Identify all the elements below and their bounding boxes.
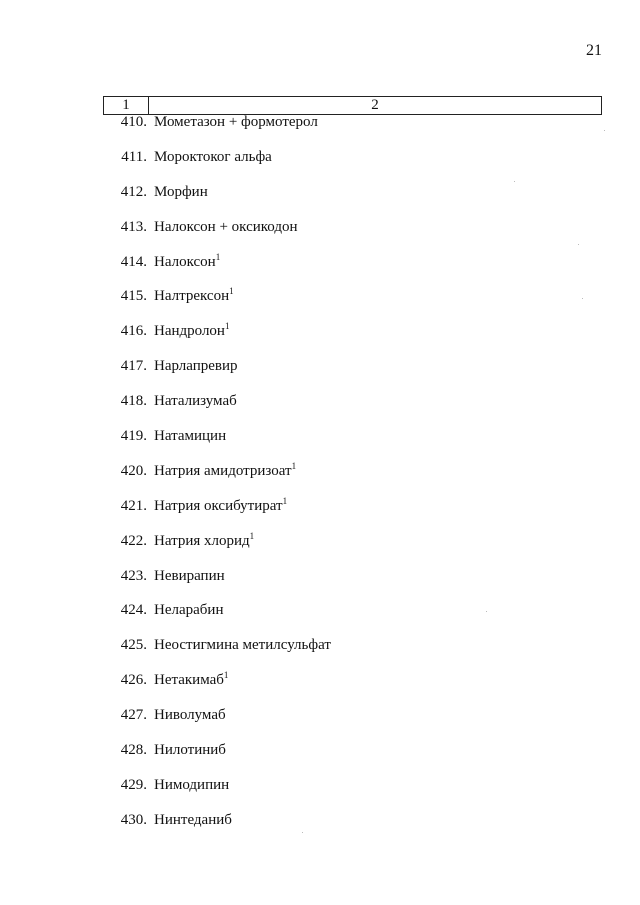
row-number: 426. bbox=[120, 672, 147, 689]
row-number: 424. bbox=[120, 602, 147, 619]
footnote-mark: 1 bbox=[291, 460, 297, 471]
page-number: 21 bbox=[586, 42, 602, 59]
row-number: 425. bbox=[120, 637, 147, 654]
drug-name-cell bbox=[154, 358, 238, 375]
drug-name-cell bbox=[154, 460, 297, 480]
row-number: 410. bbox=[120, 114, 147, 130]
table-row bbox=[0, 602, 640, 637]
table-row bbox=[0, 428, 640, 463]
table-row bbox=[0, 251, 640, 289]
drug-name-cell bbox=[154, 637, 331, 654]
table-row bbox=[0, 288, 640, 323]
table-row bbox=[0, 114, 640, 149]
column-header-name: 2 bbox=[371, 97, 379, 113]
drug-name-cell bbox=[154, 742, 226, 759]
table-row bbox=[0, 637, 640, 672]
row-number: 427. bbox=[120, 707, 147, 724]
row-number: 430. bbox=[120, 811, 147, 828]
table-row bbox=[0, 742, 640, 777]
table-row bbox=[0, 495, 640, 533]
row-number: 411. bbox=[121, 148, 147, 165]
footnote-mark: 1 bbox=[223, 670, 229, 681]
drug-name: Налоксон + оксикодон bbox=[154, 218, 298, 235]
footnote-mark: 1 bbox=[224, 321, 230, 332]
scan-speck bbox=[604, 130, 605, 131]
drug-name: Нинтеданиб bbox=[154, 811, 232, 828]
drug-name-cell bbox=[154, 288, 234, 305]
drug-name-cell bbox=[154, 219, 298, 236]
drug-name: Налоксон bbox=[154, 253, 216, 270]
drug-name: Нимодипин bbox=[154, 776, 230, 793]
scan-speck bbox=[514, 181, 515, 182]
drug-name: Налтрексон bbox=[154, 288, 230, 305]
drug-name-cell bbox=[154, 251, 221, 271]
table-row bbox=[0, 568, 640, 603]
scan-speck bbox=[486, 611, 487, 612]
table-row bbox=[0, 149, 640, 184]
scan-speck bbox=[578, 244, 579, 245]
drug-name-cell bbox=[154, 707, 226, 724]
drug-name: Морфин bbox=[154, 183, 208, 200]
drug-name-cell bbox=[154, 672, 228, 689]
table-body bbox=[0, 114, 640, 847]
row-number: 416. bbox=[120, 323, 147, 340]
drug-name-cell bbox=[154, 323, 229, 340]
drug-name: Нилотиниб bbox=[154, 742, 226, 759]
row-number: 418. bbox=[120, 393, 147, 410]
drug-name: Нетакимаб bbox=[154, 672, 224, 689]
table-row bbox=[0, 393, 640, 428]
drug-name-cell bbox=[154, 184, 208, 201]
table-row bbox=[0, 323, 640, 358]
row-number: 419. bbox=[120, 428, 147, 445]
drug-name-cell bbox=[154, 149, 272, 166]
drug-name: Неостигмина метилсульфат bbox=[154, 637, 331, 654]
drug-name: Натрия амидотризоат bbox=[154, 462, 292, 479]
column-header-number: 1 bbox=[104, 97, 149, 114]
footnote-mark: 1 bbox=[229, 286, 234, 297]
drug-name-cell bbox=[154, 568, 225, 585]
table-row bbox=[0, 358, 640, 393]
table-row bbox=[0, 812, 640, 847]
drug-name-cell bbox=[154, 530, 255, 550]
footnote-mark: 1 bbox=[215, 251, 221, 262]
row-number: 421. bbox=[120, 497, 147, 514]
drug-name: Натамицин bbox=[154, 428, 227, 445]
drug-name-cell bbox=[154, 428, 226, 445]
table-row bbox=[0, 707, 640, 742]
drug-name: Мороктоког альфа bbox=[154, 148, 272, 165]
drug-name-cell bbox=[154, 812, 232, 829]
drug-name: Неларабин bbox=[154, 602, 224, 619]
drug-name: Нандролон bbox=[154, 323, 225, 340]
table-row bbox=[0, 184, 640, 219]
drug-name: Ниволумаб bbox=[154, 707, 226, 724]
drug-name: Натрия оксибутират bbox=[154, 497, 283, 514]
row-number: 428. bbox=[120, 742, 147, 759]
row-number: 420. bbox=[120, 462, 147, 479]
row-number: 417. bbox=[120, 358, 147, 375]
table-row bbox=[0, 672, 640, 707]
table-row bbox=[0, 460, 640, 498]
drug-name-cell bbox=[154, 393, 237, 410]
drug-name: Натрия хлорид bbox=[154, 532, 250, 549]
drug-name: Мометазон + формотерол bbox=[154, 114, 318, 130]
table-header bbox=[103, 96, 602, 115]
row-number: 413. bbox=[120, 218, 147, 235]
row-number: 414. bbox=[120, 253, 147, 270]
footnote-mark: 1 bbox=[282, 495, 288, 506]
table-row bbox=[0, 777, 640, 812]
drug-name: Нарлапревир bbox=[154, 358, 238, 375]
drug-name-cell bbox=[154, 777, 229, 794]
scan-speck bbox=[302, 832, 303, 833]
row-number: 429. bbox=[120, 776, 147, 793]
row-number: 423. bbox=[120, 567, 147, 584]
table-row bbox=[0, 530, 640, 568]
scan-speck bbox=[582, 298, 583, 299]
row-number: 422. bbox=[120, 532, 147, 549]
drug-name: Натализумаб bbox=[154, 393, 237, 410]
drug-name-cell bbox=[154, 114, 318, 131]
row-number: 412. bbox=[120, 183, 147, 200]
table-row bbox=[0, 219, 640, 254]
row-number: 415. bbox=[120, 288, 147, 305]
drug-name-cell bbox=[154, 495, 288, 515]
drug-name-cell bbox=[154, 602, 223, 619]
drug-name: Невирапин bbox=[154, 567, 225, 584]
footnote-mark: 1 bbox=[249, 530, 255, 541]
